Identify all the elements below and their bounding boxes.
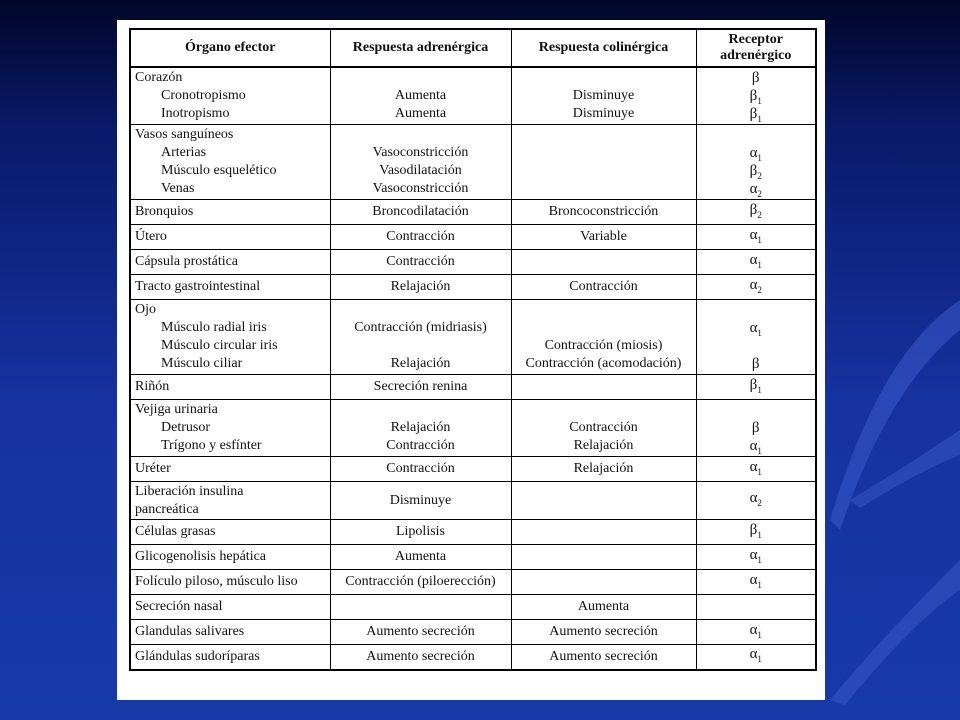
receptor-symbol: α [749,251,758,268]
receptor-line [701,162,812,180]
receptor-line [701,319,812,337]
cholinergic-response: Broncoconstricción [548,204,659,219]
receptor-line [701,645,812,668]
adrenergic-response: Relajación [390,356,451,371]
receptor-cell [696,300,816,375]
adrenergic-response: Vasoconstricción [372,181,469,196]
autonomic-effects-table [129,28,817,671]
adrenergic-cell [330,482,511,520]
cholinergic-response [516,301,692,319]
receptor-line [701,226,812,249]
organ-cell [130,620,330,645]
cholinergic-cell [511,375,696,400]
table-row [130,250,816,275]
table-row [130,457,816,482]
organ-name: Corazón [135,70,183,85]
cholinergic-response: Aumenta [577,599,630,614]
receptor-line [701,458,812,481]
adrenergic-cell [330,225,511,250]
cholinergic-response [516,126,692,144]
cholinergic-response: Contracción (acomodación) [525,356,682,371]
adrenergic-cell [330,520,511,545]
table-row [130,375,816,400]
receptor-cell [696,482,816,520]
organ-cell [130,545,330,570]
adrenergic-response: Contracción (piloerección) [345,574,496,589]
organ-subitem: Músculo ciliar [161,356,243,371]
cholinergic-cell [511,250,696,275]
adrenergic-response: Aumenta [394,88,447,103]
cholinergic-response: Aumento secreción [549,624,658,639]
receptor-symbol: α [749,181,758,197]
adrenergic-response: Lipolisis [395,524,445,539]
adrenergic-cell [330,645,511,670]
organ-cell [130,595,330,620]
cholinergic-cell [511,570,696,595]
cholinergic-cell [511,225,696,250]
cholinergic-response: Relajación [573,438,634,453]
receptor-line [701,69,812,87]
adrenergic-cell [330,375,511,400]
receptor-cell [696,375,816,400]
receptor-cell [696,570,816,595]
table-row [130,520,816,545]
adrenergic-response: Aumenta [394,106,447,121]
receptor-line [701,201,812,224]
cholinergic-response: Aumento secreción [549,648,658,664]
receptor-subtype: 1 [757,95,762,106]
receptor-line [701,621,812,644]
cholinergic-response [516,144,692,162]
adrenergic-response: Contracción (midriasis) [354,320,487,335]
receptor-symbol: α [749,458,758,475]
organ-name: Riñón [135,379,170,394]
receptor-cell [696,125,816,200]
cholinergic-response [516,180,692,198]
cholinergic-cell [511,275,696,300]
receptor-subtype: 1 [757,654,762,665]
table-row [130,125,816,200]
receptor-subtype: 1 [757,113,762,124]
adrenergic-cell [330,67,511,125]
adrenergic-cell [330,457,511,482]
receptor-subtype: 1 [757,384,762,395]
receptor-cell [696,520,816,545]
organ-name: Vejiga urinaria [135,402,218,417]
receptor-line [701,376,812,399]
cholinergic-cell [511,300,696,375]
header-receptor-line1: Receptor [728,32,783,47]
receptor-symbol: α [749,438,758,454]
receptor-symbol: α [749,320,758,336]
cholinergic-cell [511,520,696,545]
receptor-subtype: 1 [757,466,762,477]
receptor-line [701,337,812,355]
adrenergic-response: Secreción renina [373,379,468,394]
organ-cell [130,375,330,400]
table-page [117,20,825,700]
organ-name: Cápsula prostática [135,254,239,269]
receptor-line [701,546,812,569]
adrenergic-response: Relajación [390,420,451,435]
adrenergic-response [335,301,507,319]
adrenergic-response: Aumento secreción [366,624,475,639]
table-row [130,225,816,250]
cholinergic-response: Disminuye [572,106,635,121]
organ-subitem: Detrusor [161,420,210,435]
cholinergic-response: Relajación [573,461,634,476]
receptor-symbol: β [751,420,760,436]
receptor-cell [696,67,816,125]
organ-cell [130,250,330,275]
receptor-cell [696,645,816,670]
table-row [130,275,816,300]
receptor-symbol: α [749,276,758,293]
organ-cell [130,225,330,250]
organ-subitem: Trígono y esfínter [161,438,262,453]
cholinergic-cell [511,457,696,482]
receptor-line [701,419,812,437]
table-row [130,595,816,620]
receptor-cell [696,620,816,645]
receptor-subtype: 1 [757,554,762,565]
organ-cell [130,125,330,200]
table-row [130,545,816,570]
receptor-symbol: α [749,145,758,161]
receptor-cell [696,545,816,570]
receptor-subtype: 2 [757,209,762,220]
receptor-subtype: 1 [757,529,762,540]
receptor-symbol: β [749,163,758,179]
receptor-line [701,401,812,419]
cholinergic-response [516,69,692,87]
cholinergic-cell [511,620,696,645]
organ-subitem: Inotropismo [161,106,230,121]
organ-name: Células grasas [135,524,216,539]
cholinergic-response: Contracción (miosis) [544,338,663,353]
table-body [130,67,816,670]
organ-name: Glándulas sudoríparas [135,648,260,664]
adrenergic-cell [330,545,511,570]
organ-subitem: Músculo esquelético [161,163,277,178]
adrenergic-cell [330,595,511,620]
adrenergic-cell [330,275,511,300]
cholinergic-cell [511,125,696,200]
organ-cell [130,457,330,482]
table-row [130,620,816,645]
adrenergic-response: Relajación [390,279,451,294]
adrenergic-cell [330,125,511,200]
adrenergic-cell [330,250,511,275]
receptor-line [701,276,812,299]
cholinergic-response [516,162,692,180]
adrenergic-response [335,337,507,355]
receptor-line [701,180,812,198]
receptor-subtype: 1 [757,152,762,163]
adrenergic-response: Broncodilatación [372,204,469,219]
adrenergic-response [335,401,507,419]
cholinergic-response: Disminuye [572,88,635,103]
receptor-subtype: 1 [757,259,762,270]
adrenergic-cell [330,620,511,645]
table-row [130,570,816,595]
receptor-cell [696,595,816,620]
adrenergic-response: Contracción [386,461,455,476]
adrenergic-response [335,69,507,87]
adrenergic-cell [330,570,511,595]
organ-cell [130,275,330,300]
organ-cell [130,400,330,457]
organ-cell [130,300,330,375]
receptor-cell [696,457,816,482]
adrenergic-response: Vasoconstricción [372,145,469,160]
adrenergic-response: Vasodilatación [379,163,462,178]
organ-cell [130,570,330,595]
receptor-subtype: 1 [757,629,762,640]
cholinergic-response: Contracción [569,279,638,294]
receptor-subtype: 2 [757,284,762,295]
receptor-line [701,105,812,123]
receptor-symbol: β [749,376,758,393]
cholinergic-cell [511,482,696,520]
organ-subitem: Arterias [161,145,207,160]
organ-subitem: Músculo radial iris [161,320,267,335]
cholinergic-cell [511,595,696,620]
receptor-symbol: β [751,356,760,372]
cholinergic-cell [511,545,696,570]
adrenergic-response: Aumenta [394,549,447,564]
organ-name: Folículo piloso, músculo liso [135,574,298,589]
receptor-symbol: α [749,490,758,507]
receptor-symbol: β [749,106,758,122]
receptor-cell [696,400,816,457]
receptor-line [701,571,812,594]
header-receptor-line2: adrenérgico [720,48,792,63]
table-row [130,645,816,670]
organ-subitem: Cronotropismo [161,88,246,103]
receptor-subtype: 1 [757,445,762,456]
receptor-symbol: α [749,546,758,563]
cholinergic-response [516,319,692,337]
header-row [130,29,816,67]
table-row [130,300,816,375]
organ-name: Glandulas salivares [135,624,245,639]
organ-name: Uréter [135,461,171,476]
adrenergic-response [335,126,507,144]
cholinergic-response: Contracción [569,420,638,435]
receptor-line [701,126,812,144]
cholinergic-cell [511,67,696,125]
receptor-subtype: 1 [757,579,762,590]
receptor-line [701,144,812,162]
receptor-line [701,87,812,105]
cholinergic-cell [511,200,696,225]
receptor-symbol: β [749,201,758,218]
organ-cell [130,645,330,670]
adrenergic-response: Contracción [386,438,455,453]
organ-name-line: Liberación insulina [135,483,244,499]
receptor-cell [696,200,816,225]
organ-name: Bronquios [135,204,194,219]
receptor-symbol: β [751,70,760,86]
organ-cell [130,520,330,545]
cholinergic-response [516,401,692,419]
receptor-cell [696,225,816,250]
organ-subitem: Músculo circular iris [161,338,278,353]
organ-name-line: pancreática [135,501,199,517]
header-receptor [696,29,816,67]
receptor-subtype: 1 [757,327,762,338]
organ-name: Útero [135,229,167,244]
header-cholinergic: Respuesta colinérgica [511,29,696,67]
header-organ: Órgano efector [130,29,330,67]
receptor-line [701,521,812,544]
receptor-subtype: 1 [757,234,762,245]
table-row [130,400,816,457]
cholinergic-cell [511,400,696,457]
organ-cell [130,482,330,520]
receptor-symbol: β [749,88,758,104]
adrenergic-cell [330,400,511,457]
receptor-cell [696,250,816,275]
adrenergic-cell [330,200,511,225]
header-adrenergic: Respuesta adrenérgica [330,29,511,67]
table-row [130,200,816,225]
receptor-symbol: α [749,646,758,663]
receptor-line [701,489,812,512]
cholinergic-cell [511,645,696,670]
receptor-line [701,301,812,319]
organ-subitem: Venas [161,181,195,196]
receptor-subtype: 2 [757,170,762,181]
organ-name: Secreción nasal [135,599,223,614]
cholinergic-response: Variable [580,229,627,244]
receptor-line [701,355,812,373]
organ-name: Vasos sanguíneos [135,127,234,142]
organ-name: Ojo [135,302,156,317]
receptor-symbol: α [749,226,758,243]
receptor-symbol: α [749,621,758,638]
adrenergic-response: Contracción [386,254,455,269]
organ-cell [130,200,330,225]
adrenergic-response: Aumento secreción [366,648,475,664]
table-row [130,482,816,520]
adrenergic-response: Contracción [386,229,455,244]
receptor-subtype: 2 [757,188,762,199]
receptor-symbol: α [749,571,758,588]
receptor-line [701,251,812,274]
receptor-symbol: β [749,521,758,538]
receptor-subtype: 2 [757,497,762,508]
table-row [130,67,816,125]
receptor-line [701,437,812,455]
organ-name: Glicogenolisis hepática [135,549,267,564]
receptor-cell [696,275,816,300]
adrenergic-response: Disminuye [389,492,452,508]
organ-name: Tracto gastrointestinal [135,279,261,294]
organ-cell [130,67,330,125]
adrenergic-cell [330,300,511,375]
